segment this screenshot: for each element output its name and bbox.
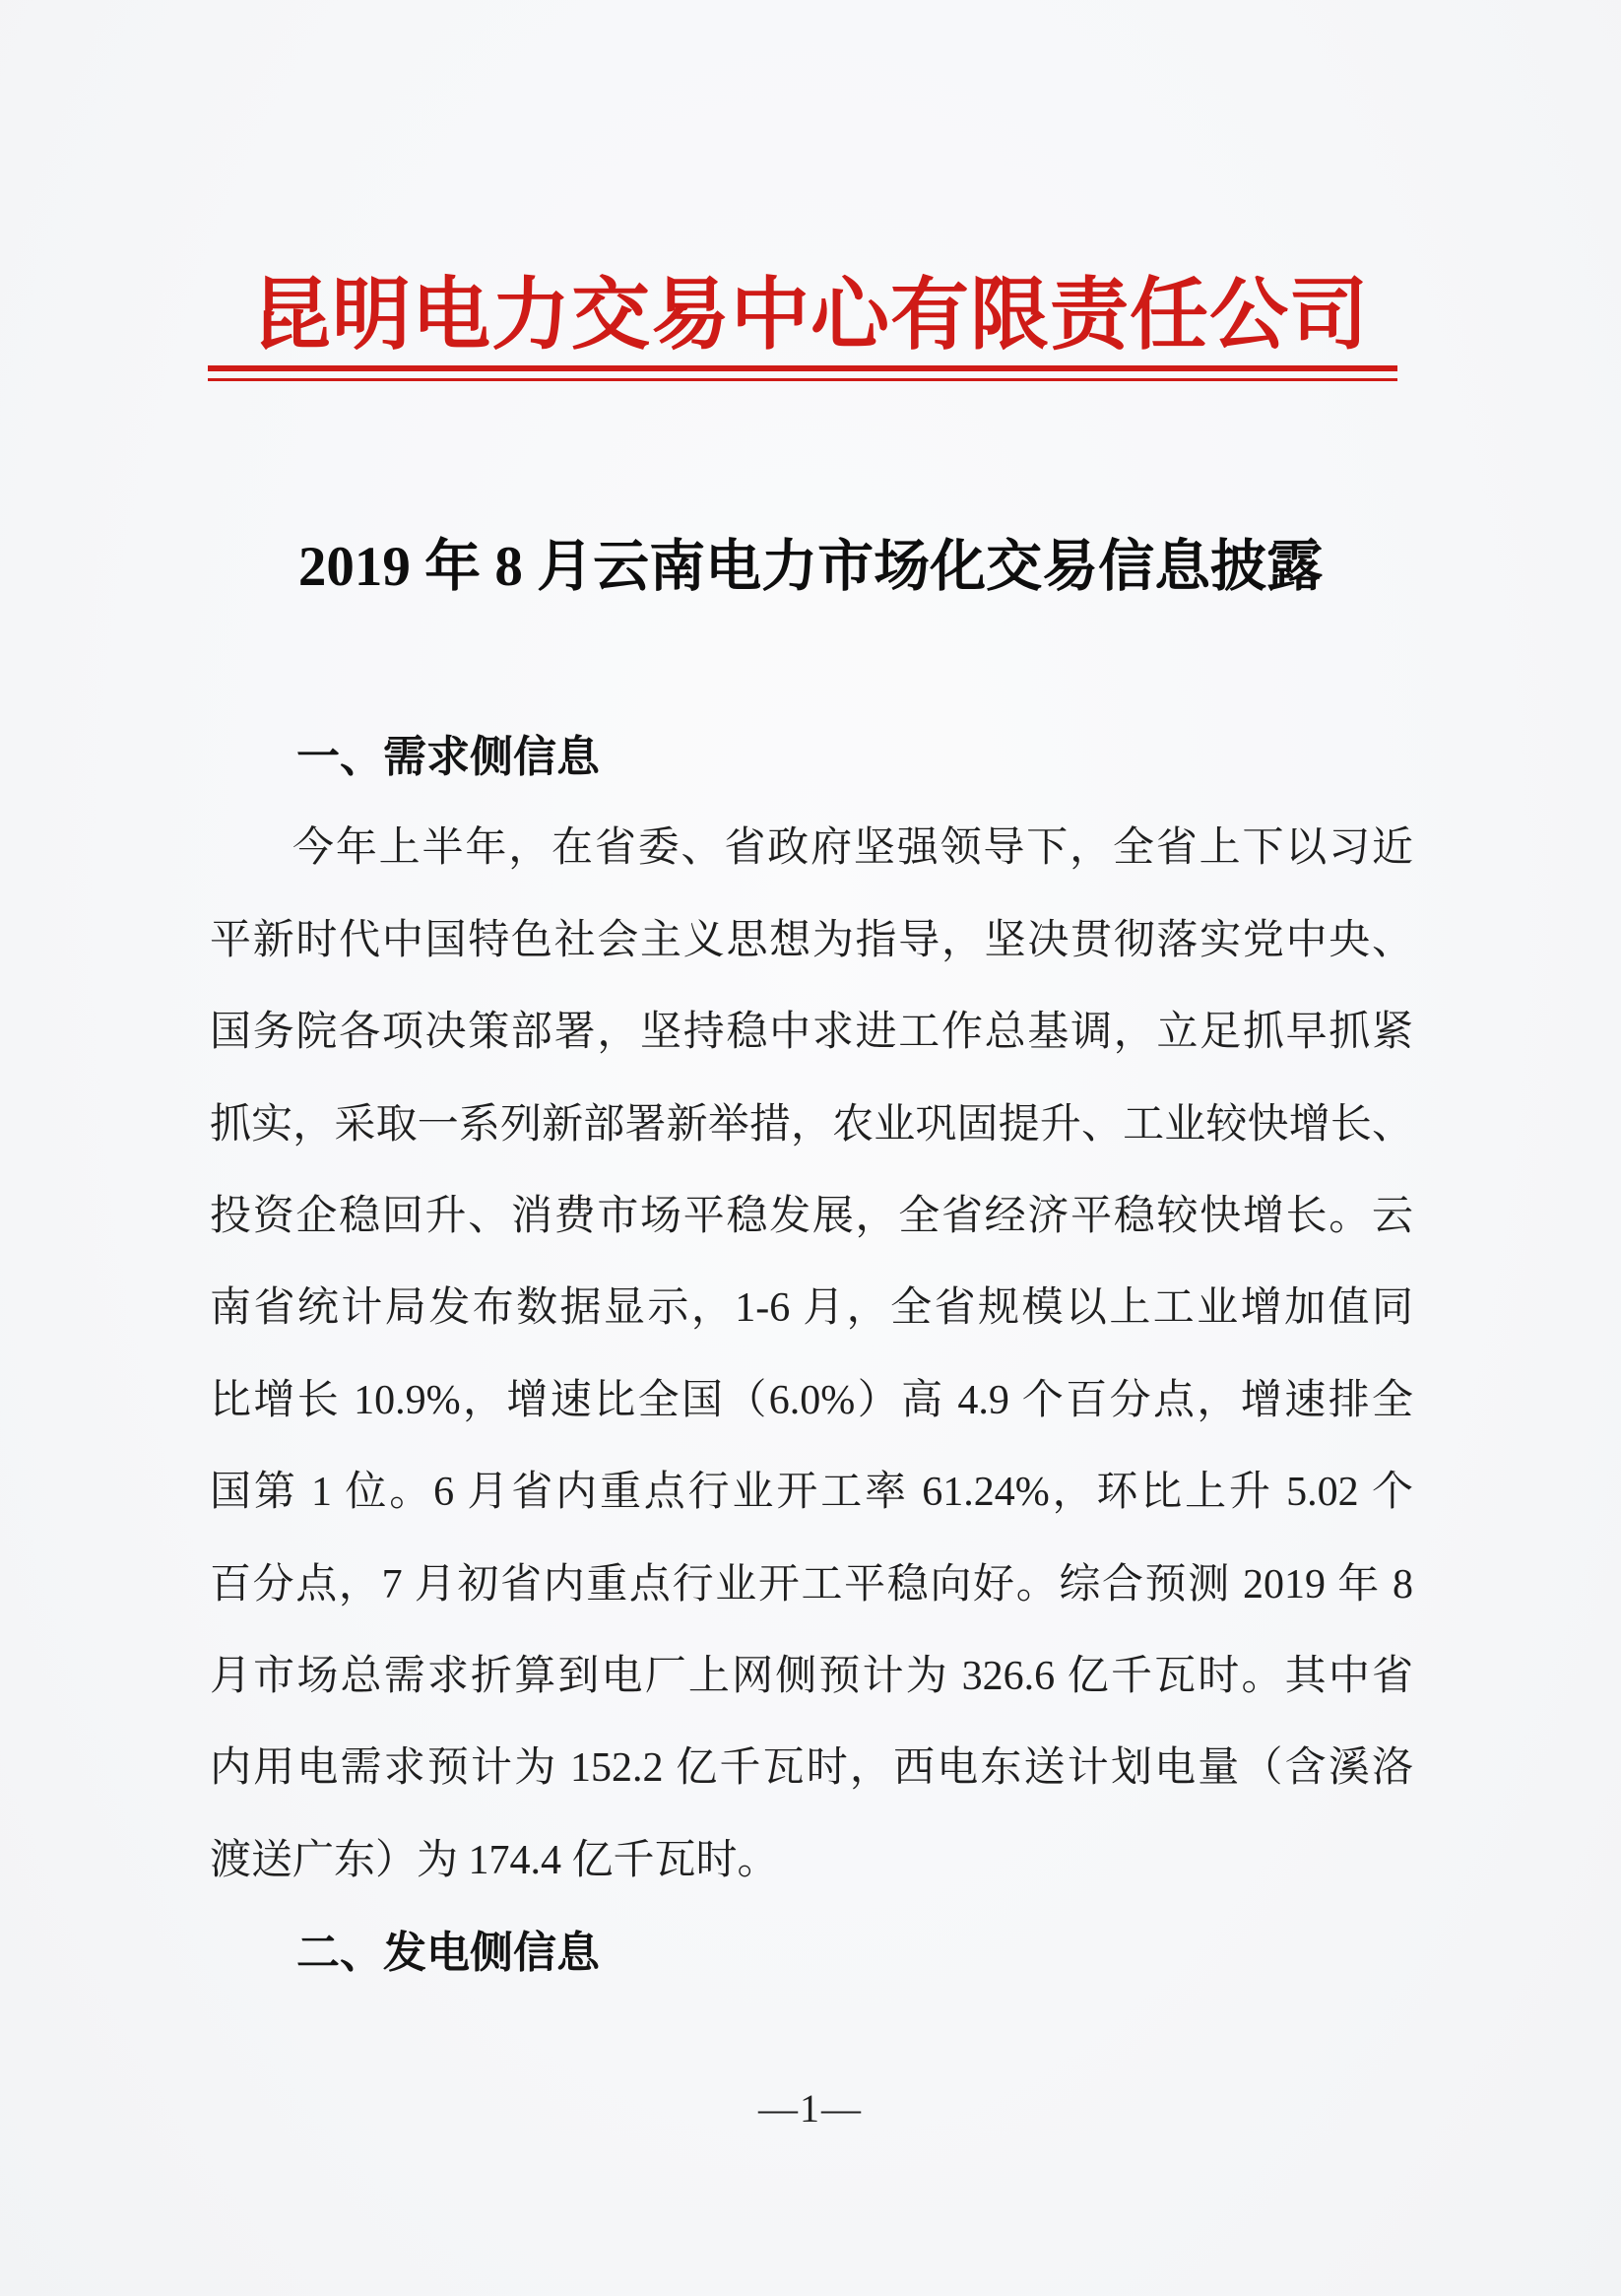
body-line: 月市场总需求折算到电厂上网侧预计为 326.6 亿千瓦时。其中省: [210, 1654, 1413, 1700]
body-line: 抓实，采取一系列新部署新举措，农业巩固提升、工业较快增长、: [210, 1101, 1413, 1148]
body-line: 今年上半年，在省委、省政府坚强领导下，全省上下以习近: [292, 825, 1413, 872]
document-body: [210, 711, 1413, 2000]
section-heading-generation-side: 二、发电侧信息: [296, 1929, 600, 1978]
page-number: —1—: [758, 2086, 863, 2131]
header-rule-thick: [208, 365, 1397, 371]
body-line: 南省统计局发布数据显示，1-6 月，全省规模以上工业增加值同: [210, 1285, 1413, 1332]
body-line: 平新时代中国特色社会主义思想为指导，坚决贯彻落实党中央、: [210, 917, 1413, 963]
body-line: 比增长 10.9%，增速比全国（6.0%）高 4.9 个百分点，增速排全: [210, 1377, 1413, 1423]
body-line: 国务院各项决策部署，坚持稳中求进工作总基调，立足抓早抓紧: [210, 1010, 1413, 1056]
header-rule-thin: [208, 378, 1397, 381]
body-line: 国第 1 位。6 月省内重点行业开工率 61.24%，环比上升 5.02 个: [210, 1470, 1413, 1516]
document-title: 2019 年 8 月云南电力市场化交易信息披露: [297, 536, 1324, 598]
section-heading-demand-side: 一、需求侧信息: [296, 733, 600, 781]
body-line: 渡送广东）为 174.4 亿千瓦时。: [210, 1837, 779, 1883]
body-line: 百分点，7 月初省内重点行业开工平稳向好。综合预测 2019 年 8: [210, 1561, 1413, 1607]
body-line: 投资企稳回升、消费市场平稳发展，全省经济平稳较快增长。云: [210, 1194, 1413, 1240]
organization-title: 昆明电力交易中心有限责任公司: [252, 273, 1369, 360]
body-line: 内用电需求预计为 152.2 亿千瓦时，西电东送计划电量（含溪洛: [210, 1745, 1413, 1792]
